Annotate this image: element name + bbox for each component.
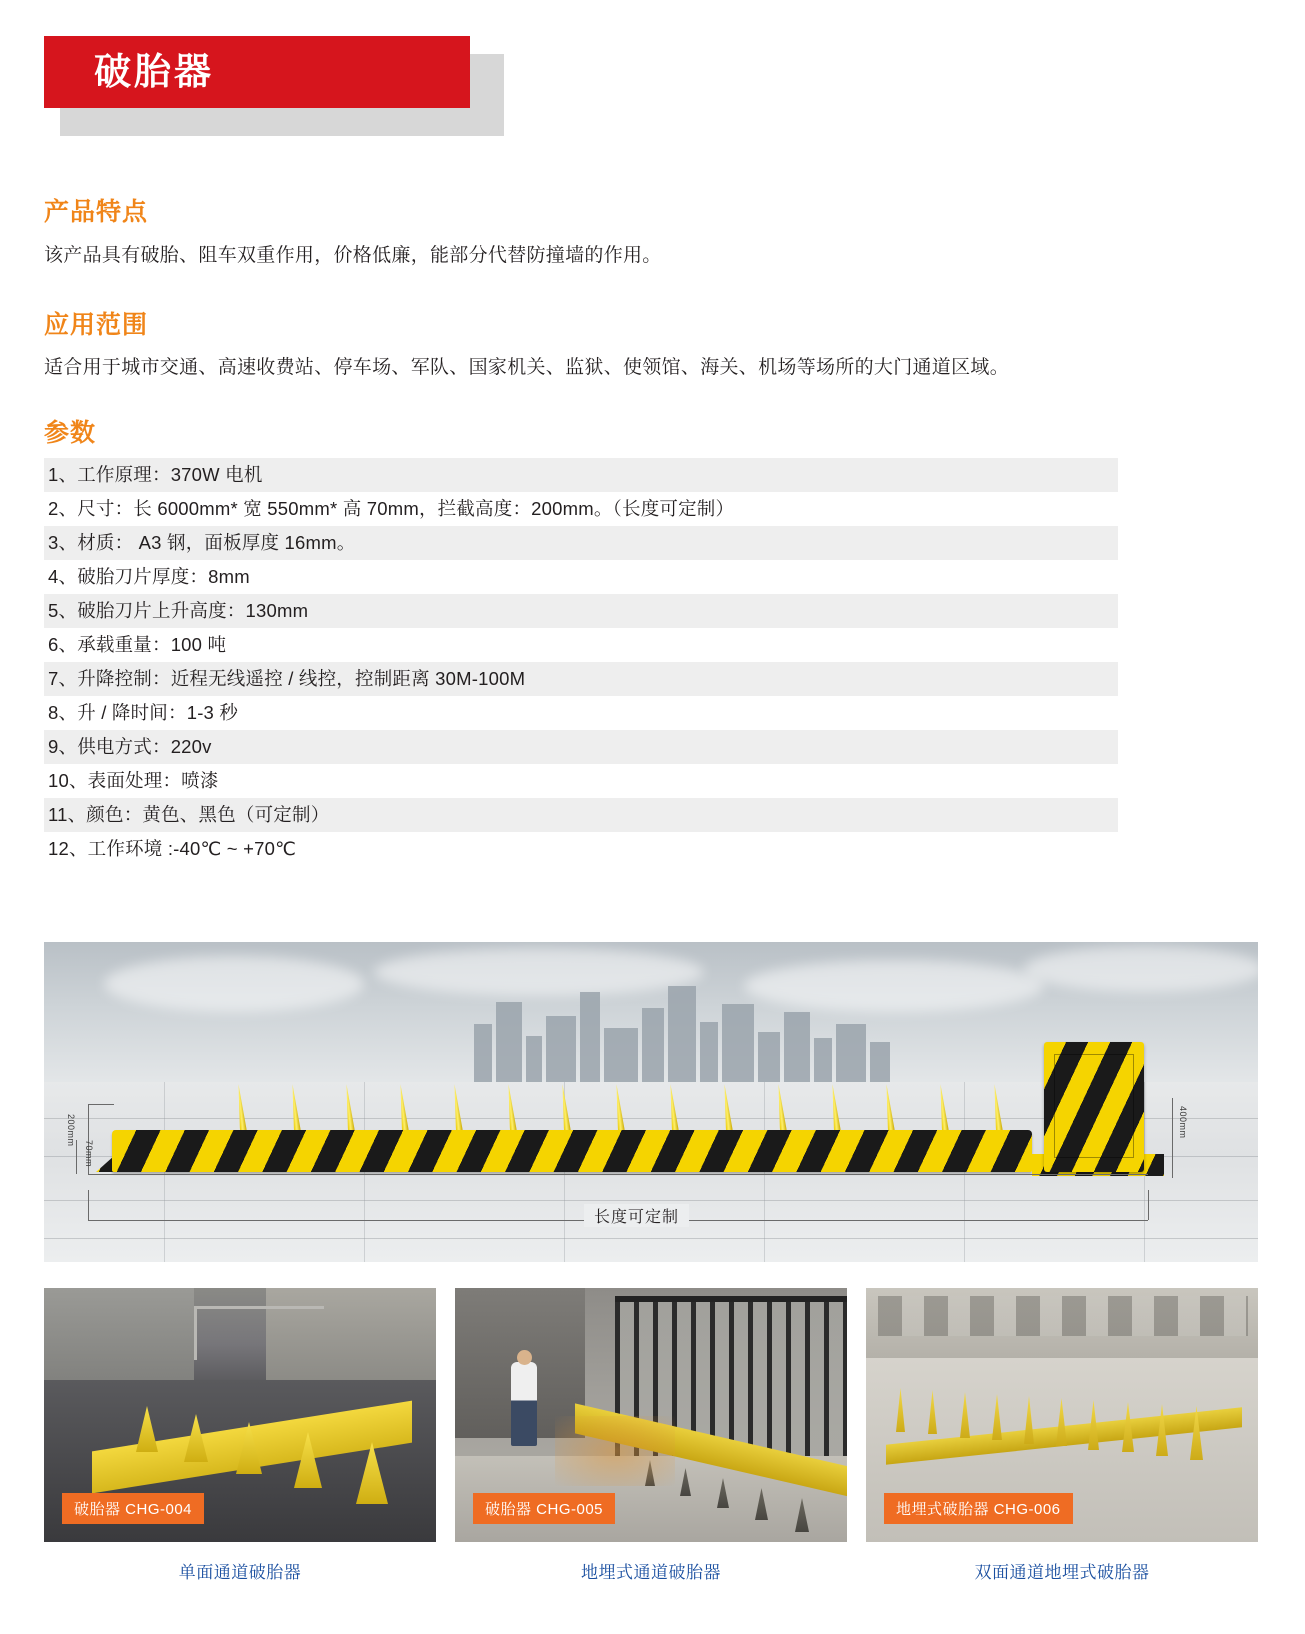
skyline-building bbox=[668, 986, 696, 1082]
skyline-building bbox=[784, 1012, 810, 1082]
parameter-list bbox=[44, 458, 1118, 866]
parameter-row: 1、工作原理：370W 电机 bbox=[44, 458, 1118, 492]
parameter-row: 9、供电方式：220v bbox=[44, 730, 1118, 764]
photo-tag-3: 地埋式破胎器 CHG-006 bbox=[884, 1493, 1073, 1524]
page-title: 破胎器 bbox=[94, 51, 214, 92]
width-dimension-tick bbox=[1148, 1190, 1149, 1220]
params-heading: 参数 bbox=[44, 419, 97, 447]
photo-tag-1: 破胎器 CHG-004 bbox=[62, 1493, 204, 1524]
skyline-building bbox=[836, 1024, 866, 1082]
photo2-fence-top bbox=[615, 1296, 847, 1302]
skyline-building bbox=[526, 1036, 542, 1082]
photo-tag-2: 破胎器 CHG-005 bbox=[473, 1493, 615, 1524]
skyline-building bbox=[722, 1004, 754, 1082]
photo-card-1 bbox=[44, 1288, 436, 1588]
dimension-label-400: 400mm bbox=[1178, 1106, 1188, 1139]
photo-card-3 bbox=[866, 1288, 1258, 1588]
features-heading: 产品特点 bbox=[44, 198, 149, 226]
width-dimension-tick bbox=[88, 1190, 89, 1220]
skyline-building bbox=[496, 1002, 522, 1082]
control-cabinet bbox=[1044, 1042, 1144, 1172]
parameter-row: 5、破胎刀片上升高度：130mm bbox=[44, 594, 1118, 628]
parameter-row: 10、表面处理：喷漆 bbox=[48, 770, 219, 791]
parameter-row: 3、材质： A3 钢，面板厚度 16mm。 bbox=[44, 526, 1118, 560]
parameter-row: 12、工作环境 :-40℃ ~ +70℃ bbox=[48, 838, 297, 859]
scope-text: 适合用于城市交通、高速收费站、停车场、军队、国家机关、监狱、使领馆、海关、机场等场所的大门通道区域。 bbox=[44, 357, 1010, 378]
page-title-banner bbox=[44, 36, 504, 136]
dimension-line bbox=[76, 1140, 77, 1174]
photo-card-2 bbox=[455, 1288, 847, 1588]
cabinet-panel bbox=[1054, 1054, 1134, 1158]
photo2-person-head bbox=[517, 1350, 532, 1365]
width-dimension-label: 长度可定制 bbox=[584, 1204, 689, 1227]
features-text: 该产品具有破胎、阻车双重作用，价格低廉，能部分代替防撞墙的作用。 bbox=[44, 245, 662, 266]
photo-image-chg-006 bbox=[866, 1288, 1258, 1542]
product-diagram bbox=[44, 942, 1258, 1262]
dimension-label-200: 200mm bbox=[66, 1114, 76, 1147]
parameter-row: 8、升 / 降时间：1-3 秒 bbox=[48, 702, 239, 723]
photo-caption-1: 单面通道破胎器 bbox=[178, 1563, 302, 1582]
scope-heading: 应用范围 bbox=[44, 311, 149, 339]
dimension-label-70: 70mm bbox=[84, 1140, 94, 1168]
parameter-row: 6、承载重量：100 吨 bbox=[48, 634, 227, 655]
photo-gallery bbox=[44, 1288, 1258, 1588]
barrier-body bbox=[112, 1130, 1032, 1172]
dimension-tick bbox=[88, 1174, 1148, 1175]
photo-image-chg-004 bbox=[44, 1288, 436, 1542]
photo-image-chg-005 bbox=[455, 1288, 847, 1542]
skyline-building bbox=[870, 1042, 890, 1082]
skyline-building bbox=[604, 1028, 638, 1082]
parameter-row: 4、破胎刀片厚度：8mm bbox=[48, 566, 250, 587]
photo2-highlight bbox=[555, 1416, 675, 1486]
parameter-row: 2、尺寸：长 6000mm* 宽 550mm* 高 70mm，拦截高度：200mm。（长度可定制） bbox=[48, 498, 735, 519]
skyline-building bbox=[700, 1022, 718, 1082]
skyline-building bbox=[546, 1016, 576, 1082]
cloud-shape bbox=[744, 960, 1044, 1012]
photo1-railing bbox=[194, 1306, 324, 1360]
skyline-building bbox=[758, 1032, 780, 1082]
cloud-shape bbox=[1024, 946, 1258, 992]
skyline-building bbox=[474, 1024, 492, 1082]
dimension-line bbox=[1172, 1098, 1173, 1178]
photo3-windows bbox=[878, 1296, 1248, 1336]
skyline-building bbox=[814, 1038, 832, 1082]
skyline-building bbox=[580, 992, 600, 1082]
cloud-shape bbox=[374, 948, 704, 996]
photo-caption-2: 地埋式通道破胎器 bbox=[581, 1563, 721, 1582]
parameter-row: 11、颜色：黄色、黑色（可定制） bbox=[44, 798, 1118, 832]
photo2-person bbox=[511, 1362, 537, 1446]
photo-caption-3: 双面通道地埋式破胎器 bbox=[974, 1563, 1150, 1582]
dimension-tick bbox=[88, 1104, 114, 1105]
parameter-row: 7、升降控制：近程无线遥控 / 线控，控制距离 30M-100M bbox=[44, 662, 1118, 696]
cloud-shape bbox=[104, 956, 364, 1012]
skyline-building bbox=[642, 1008, 664, 1082]
